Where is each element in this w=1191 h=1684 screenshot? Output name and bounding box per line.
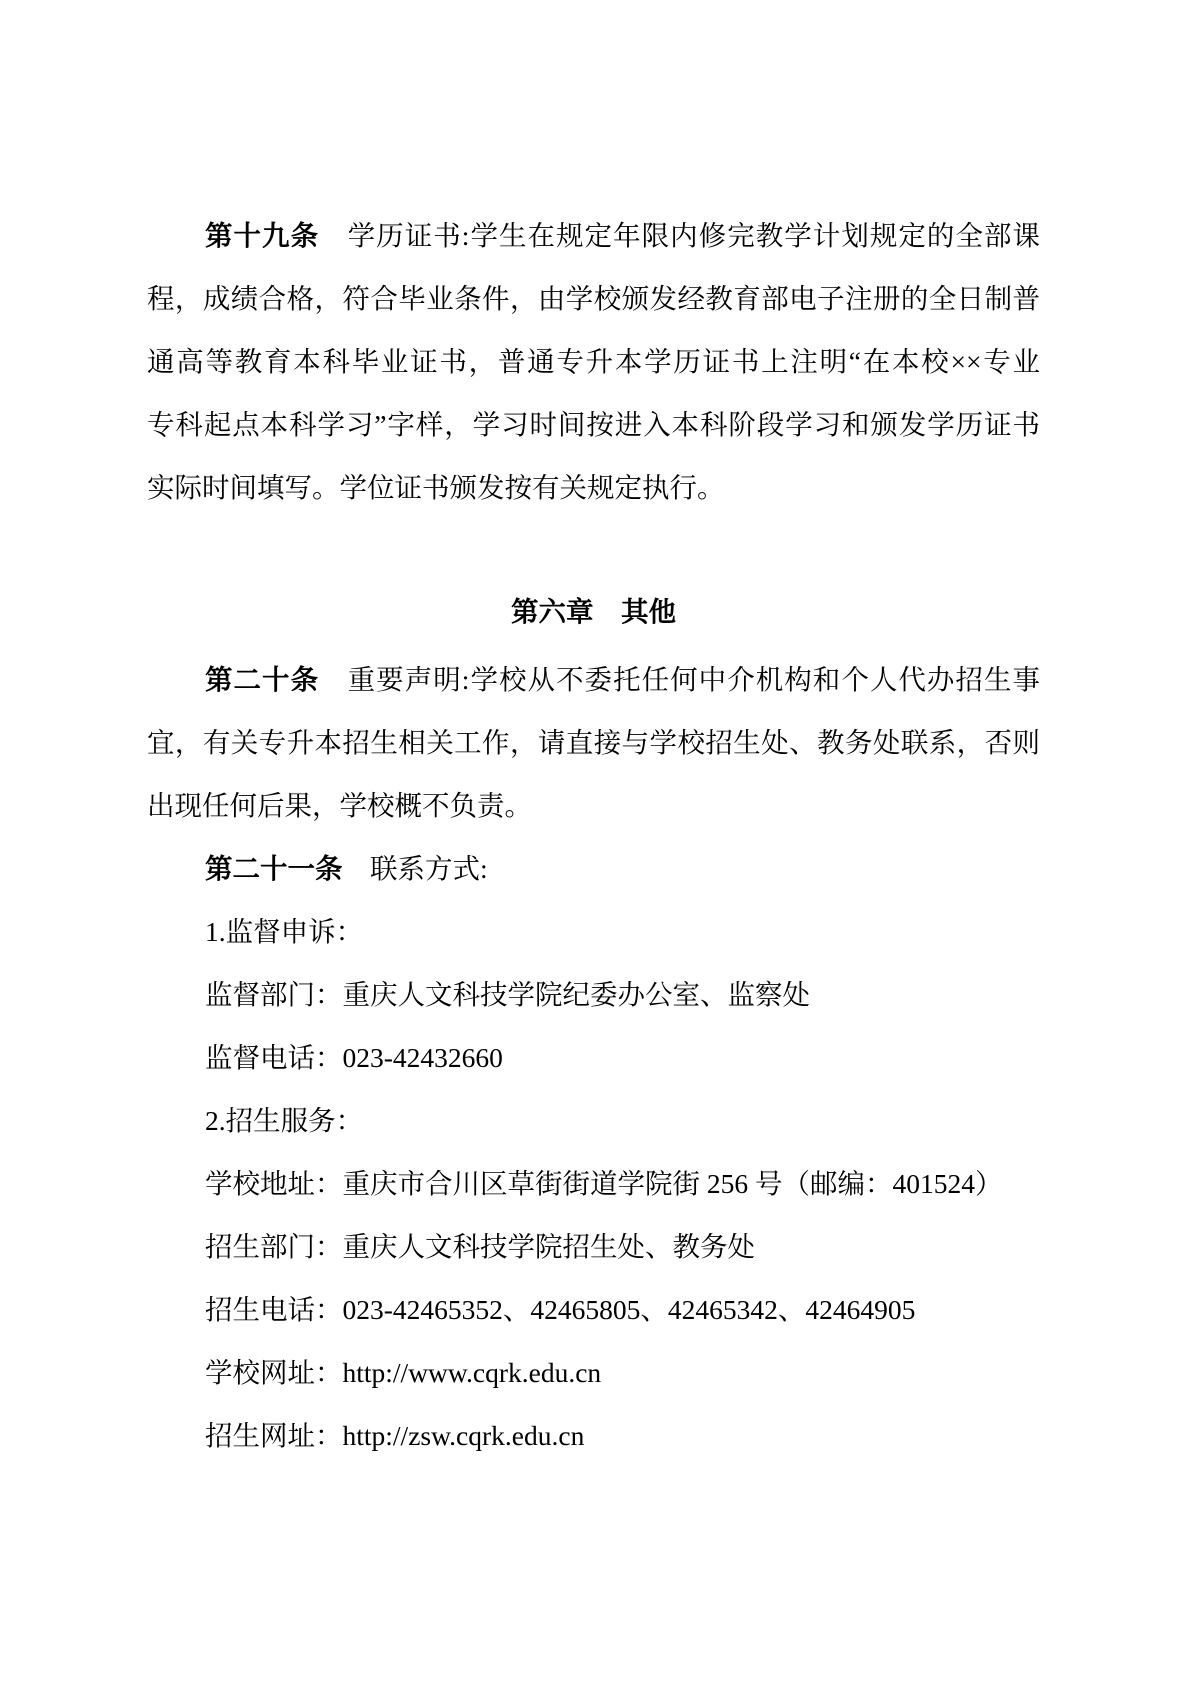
document-line [147,1404,1040,1467]
text-run: 1.监督申诉： [205,916,364,947]
bold-article-term: 第六章 其他 [511,596,676,627]
text-run: 监督部门：重庆人文科技学院纪委办公室、监察处 [205,979,810,1010]
text-run: 招生部门：重庆人文科技学院招生处、教务处 [205,1231,755,1262]
document-line [147,711,1040,774]
document-line [147,330,1040,393]
text-run: 程，成绩合格，符合毕业条件，由学校颁发经教育部电子注册的全日制普 [147,283,1040,314]
text-run: 监督电话：023-42432660 [205,1042,503,1073]
document-line [147,648,1040,711]
document-line [147,900,1040,963]
text-run: 学历证书:学生在规定年限内修完教学计划规定的全部课 [319,220,1041,251]
document-line [147,1089,1040,1152]
text-run: 招生网址：http://zsw.cqrk.edu.cn [205,1420,585,1451]
text-run: 学校网址：http://www.cqrk.edu.cn [205,1357,602,1388]
document-line [147,1278,1040,1341]
chapter-heading [147,580,1040,643]
text-run: 招生电话：023-42465352、42465805、42465342、42464905 [205,1294,916,1325]
document-line [147,1341,1040,1404]
bold-article-term: 第二十一条 [205,853,343,884]
text-run: 重要声明:学校从不委托任何中介机构和个人代办招生事 [319,664,1041,695]
text-run: 出现任何后果，学校概不负责。 [147,790,532,821]
document-line [147,963,1040,1026]
text-run: 宜，有关专升本招生相关工作，请直接与学校招生处、教务处联系，否则 [147,727,1040,758]
bold-article-term: 第十九条 [205,220,320,251]
document-line [147,456,1040,519]
document-line [147,393,1040,456]
text-run: 联系方式: [342,853,488,884]
text-run: 学校地址：重庆市合川区草街街道学院街 256 号（邮编：401524） [205,1168,1003,1199]
document-line [147,204,1040,267]
document-line [147,267,1040,330]
document-line [147,1152,1040,1215]
document-line [147,837,1040,900]
document-line [147,1215,1040,1278]
document-line [147,1026,1040,1089]
text-run: 专科起点本科学习”字样，学习时间按进入本科阶段学习和颁发学历证书 [147,409,1040,440]
text-run: 通高等教育本科毕业证书，普通专升本学历证书上注明“在本校××专业 [147,346,1040,377]
text-run: 实际时间填写。学位证书颁发按有关规定执行。 [147,472,725,503]
text-run: 2.招生服务： [205,1105,364,1136]
document-line [147,774,1040,837]
bold-article-term: 第二十条 [205,664,320,695]
